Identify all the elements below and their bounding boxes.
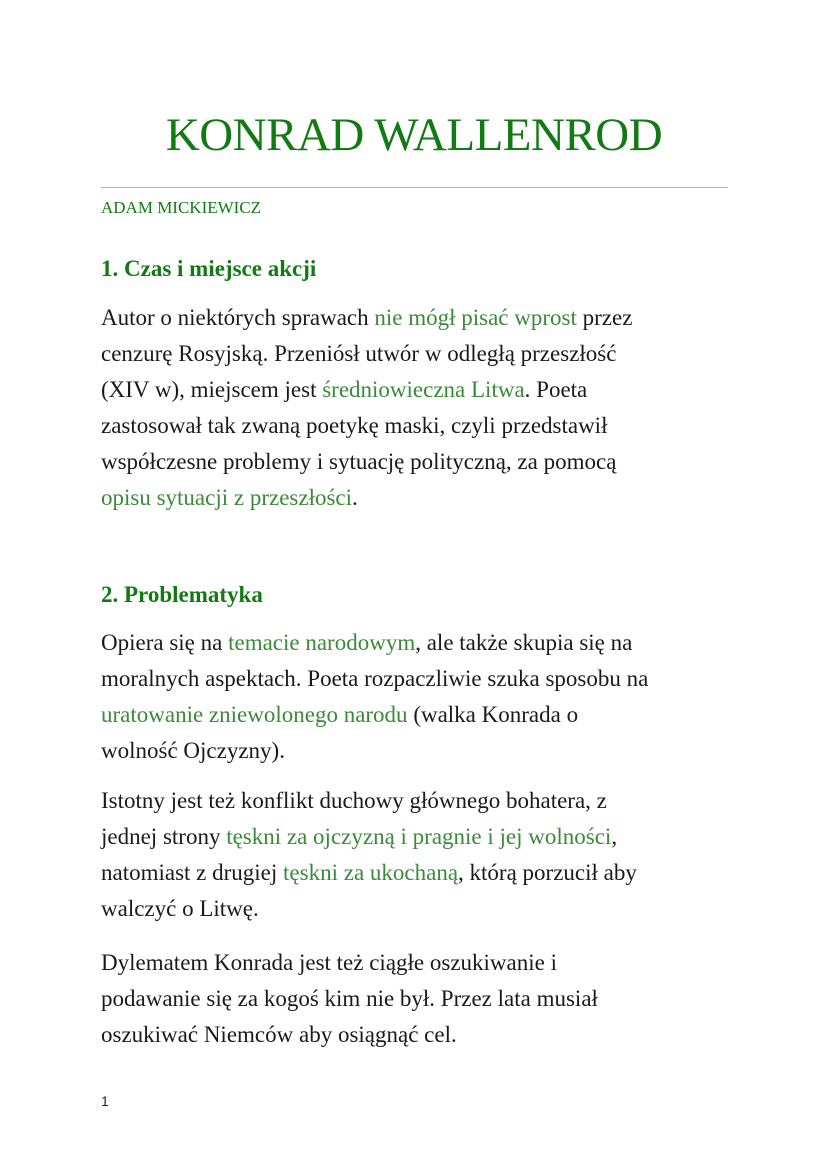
text-line [101,783,741,819]
page-number: 1 [101,1093,109,1109]
text-line [101,855,741,891]
text-line [101,661,741,697]
text-segment: walczyć o Litwę. [101,896,259,921]
text-line [101,981,741,1017]
highlighted-text: opisu sytuacji z przeszłości [101,485,353,510]
text-segment: oszukiwać Niemców aby osiągnąć cel. [101,1022,457,1047]
highlighted-text: temacie narodowym [228,630,416,655]
title-divider [101,187,728,188]
text-line [101,625,741,661]
paragraph [101,625,741,769]
text-segment: . Poeta [524,377,588,402]
paragraph [101,783,741,927]
text-segment: cenzurę Rosyjską. Przeniósł utwór w odległą przeszłość [101,341,617,366]
text-line [101,891,741,927]
text-segment: . [352,485,358,510]
text-line [101,819,741,855]
text-segment: , [611,824,618,849]
text-line [101,444,741,480]
text-segment: , którą porzucił aby [458,860,637,885]
text-line [101,1017,741,1053]
text-line [101,733,741,769]
text-line [101,372,741,408]
text-segment: , ale także skupia się na [415,630,633,655]
text-segment: Autor o niektórych sprawach [101,305,375,330]
text-segment: współczesne problemy i sytuację polityczną, za pomocą [101,449,617,474]
highlighted-text: średniowieczna Litwa [322,377,525,402]
text-segment: podawanie się za kogoś kim nie był. Przez lata musiał [101,986,598,1011]
text-line [101,336,741,372]
text-segment: jednej strony [101,824,227,849]
text-line [101,408,741,444]
text-line [101,480,741,516]
text-segment: moralnych aspektach. Poeta rozpaczliwie szuka sposobu na [101,666,649,691]
text-segment: Opiera się na [101,630,229,655]
text-segment: Istotny jest też konflikt duchowy głównego bohatera, z [101,788,607,813]
highlighted-text: uratowanie zniewolonego narodu [101,702,408,727]
document-title: KONRAD WALLENROD [165,109,663,161]
paragraph [101,300,741,516]
section-heading-time-place: 1. Czas i miejsce akcji [101,256,317,281]
text-segment: przez [576,305,633,330]
author-name: ADAM MICKIEWICZ [101,198,262,217]
text-segment: zastosował tak zwaną poetykę maski, czyli przedstawił [101,413,608,438]
text-line [101,945,741,981]
section-heading-problems: 2. Problematyka [101,582,263,607]
highlighted-text: tęskni za ojczyzną i pragnie i jej wolności [226,824,612,849]
text-line [101,697,741,733]
text-segment: wolność Ojczyzny). [101,738,285,763]
paragraph [101,945,741,1053]
highlighted-text: nie mógł pisać wprost [374,305,577,330]
text-line [101,300,741,336]
text-segment: (XIV w), miejscem jest [101,377,323,402]
text-segment: (walka Konrada o [407,702,579,727]
text-segment: natomiast z drugiej [101,860,284,885]
highlighted-text: tęskni za ukochaną [283,860,459,885]
text-segment: Dylematem Konrada jest też ciągłe oszukiwanie i [101,950,557,975]
